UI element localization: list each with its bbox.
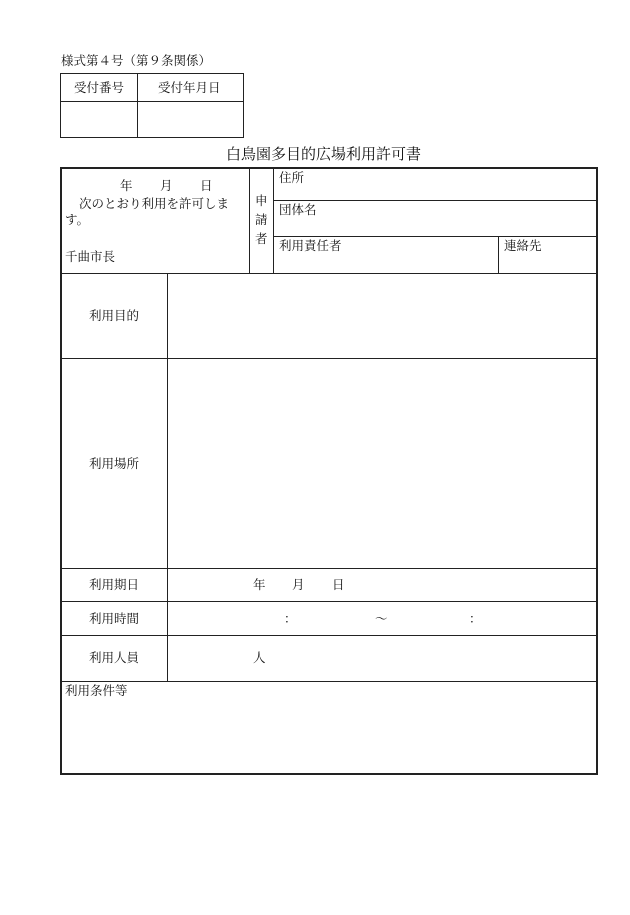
period-label: 利用期日 (89, 577, 140, 592)
conditions-field[interactable] (62, 700, 596, 772)
time-label: 利用時間 (89, 611, 140, 626)
time-colon-start: ： (284, 611, 297, 626)
applicant-label-char: 者 (255, 231, 268, 246)
period-day: 日 (332, 577, 345, 592)
contact-field[interactable] (545, 237, 596, 273)
reception-date-field[interactable] (138, 102, 243, 137)
group-name-field[interactable] (325, 201, 596, 235)
people-label: 利用人員 (89, 650, 140, 665)
form-number: 様式第４号（第９条関係） (61, 53, 212, 68)
place-field[interactable] (168, 360, 596, 567)
reception-date-label: 受付年月日 (158, 80, 221, 95)
purpose-field[interactable] (168, 275, 596, 357)
permit-date-year: 年 (120, 178, 133, 193)
people-field[interactable] (168, 637, 596, 680)
address-field[interactable] (310, 169, 596, 199)
time-colon-end: ： (469, 611, 482, 626)
address-label: 住所 (279, 170, 305, 185)
permit-text-line2: す。 (65, 212, 90, 227)
reception-number-label: 受付番号 (74, 80, 125, 95)
applicant-label-char: 請 (255, 212, 268, 227)
reception-number-field[interactable] (61, 102, 136, 137)
applicant-label-char: 申 (255, 193, 268, 208)
permit-issuer: 千曲市長 (65, 249, 116, 264)
page-title: 白鳥園多目的広場利用許可書 (226, 145, 422, 163)
period-month: 月 (292, 577, 305, 592)
time-field[interactable] (168, 603, 596, 634)
permit-date-day: 日 (200, 178, 213, 193)
period-field[interactable] (168, 570, 596, 600)
contact-label: 連絡先 (504, 238, 542, 253)
conditions-label: 利用条件等 (65, 683, 128, 698)
time-tilde: ～ (375, 611, 388, 626)
place-label: 利用場所 (89, 456, 140, 471)
group-name-label: 団体名 (279, 202, 317, 217)
period-year: 年 (253, 577, 266, 592)
permit-date-month: 月 (160, 178, 173, 193)
responsible-person-field[interactable] (350, 237, 497, 273)
people-unit: 人 (253, 650, 266, 665)
purpose-label: 利用目的 (89, 308, 140, 323)
permit-text-line1: 次のとおり利用を許可しま (79, 196, 230, 211)
responsible-person-label: 利用責任者 (279, 238, 342, 253)
